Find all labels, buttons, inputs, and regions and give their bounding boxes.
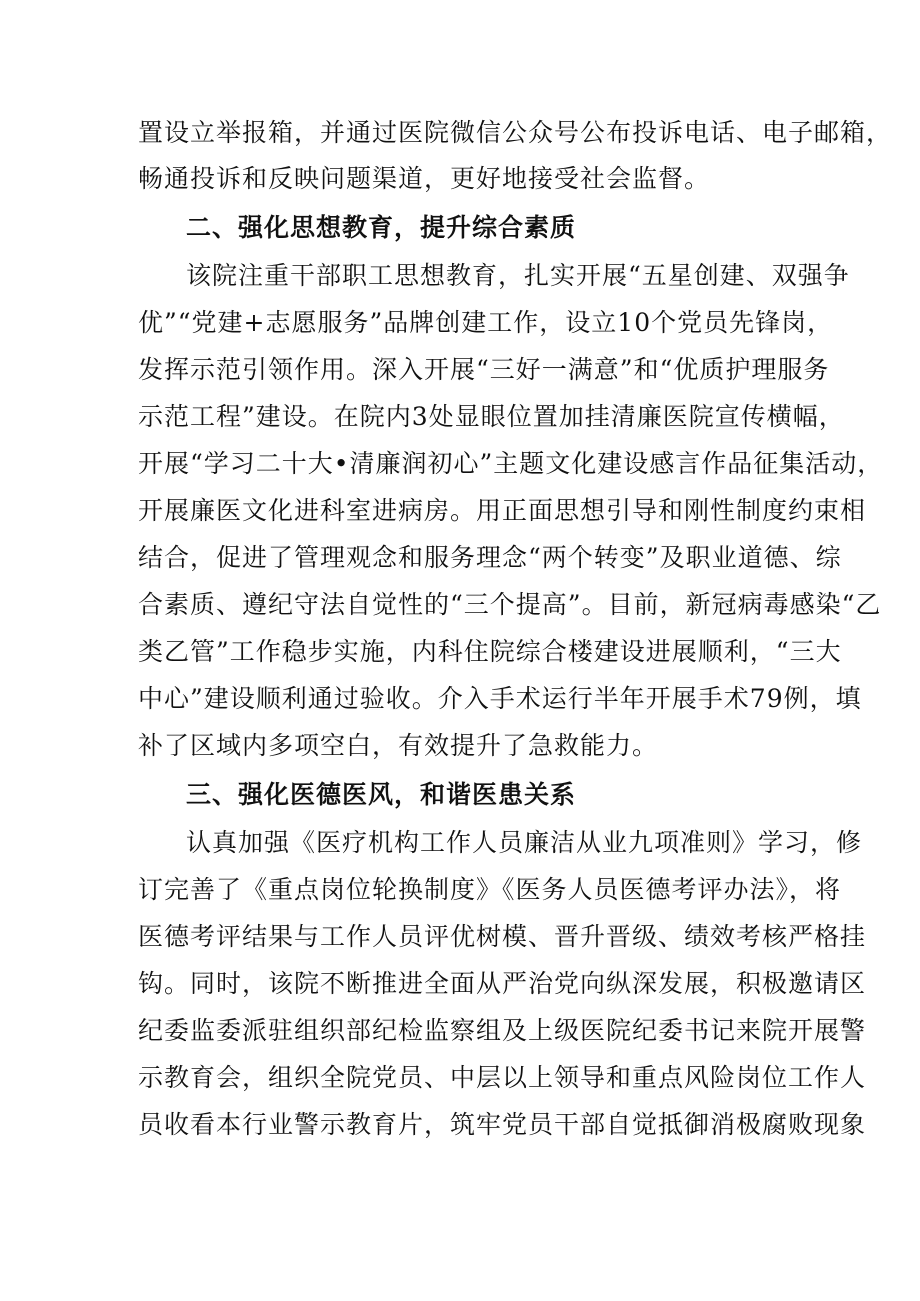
section-2-line-6: 开展廉医文化进科室进病房。用正面思想引导和刚性制度约束相 bbox=[138, 496, 867, 525]
section-3-line-7: 员收看本行业警示教育片，筑牢党员干部自觉抵御消极腐败现象 bbox=[138, 1110, 867, 1139]
section-2-heading: 二、强化思想教育，提升综合素质 bbox=[186, 213, 577, 242]
section-2-line-4: 示范工程”建设。在院内3处显眼位置加挂清廉医院宣传横幅， bbox=[138, 402, 845, 431]
section-3-line-5: 纪委监委派驻组织部纪检监察组及上级医院纪委书记来院开展警 bbox=[138, 1016, 867, 1045]
section-2-line-5: 开展“学习二十大•清廉润初心”主题文化建设感言作品征集活动， bbox=[138, 449, 884, 478]
section-2-line-2: 优”“党建+志愿服务”品牌创建工作，设立10个党员先锋岗， bbox=[138, 308, 834, 337]
section-2-line-7: 结合，促进了管理观念和服务理念“两个转变”及职业道德、综 bbox=[138, 543, 842, 572]
section-3-heading: 三、强化医德医风，和谐医患关系 bbox=[186, 780, 577, 809]
section-3-line-1: 认真加强《医疗机构工作人员廉洁从业九项准则》学习，修 bbox=[186, 828, 863, 857]
section-3-line-6: 示教育会，组织全院党员、中层以上领导和重点风险岗位工作人 bbox=[138, 1063, 867, 1092]
section-3-line-2: 订完善了《重点岗位轮换制度》《医务人员医德考评办法》，将 bbox=[138, 875, 842, 904]
section-3-line-3: 医德考评结果与工作人员评优树模、晋升晋级、绩效考核严格挂 bbox=[138, 922, 867, 951]
section-2-line-9: 类乙管”工作稳步实施，内科住院综合楼建设进展顺利，“三大 bbox=[138, 637, 842, 666]
section-2-line-3: 发挥示范引领作用。深入开展“三好一满意”和“优质护理服务 bbox=[138, 355, 830, 384]
section-2-line-11: 补了区域内多项空白，有效提升了急救能力。 bbox=[138, 731, 659, 760]
section-3-line-4: 钩。同时，该院不断推进全面从严治党向纵深发展，积极邀请区 bbox=[138, 969, 867, 998]
section-2-line-10: 中心”建设顺利通过验收。介入手术运行半年开展手术79例，填 bbox=[138, 684, 862, 713]
section-2-line-1: 该院注重干部职工思想教育，扎实开展“五星创建、双强争 bbox=[186, 261, 850, 290]
intro-line-2: 畅通投诉和反映问题渠道，更好地接受社会监督。 bbox=[138, 164, 711, 193]
intro-line-1: 置设立举报箱，并通过医院微信公众号公布投诉电话、电子邮箱， bbox=[138, 118, 893, 147]
section-2-line-8: 合素质、遵纪守法自觉性的“三个提高”。目前，新冠病毒感染“乙 bbox=[138, 590, 882, 619]
